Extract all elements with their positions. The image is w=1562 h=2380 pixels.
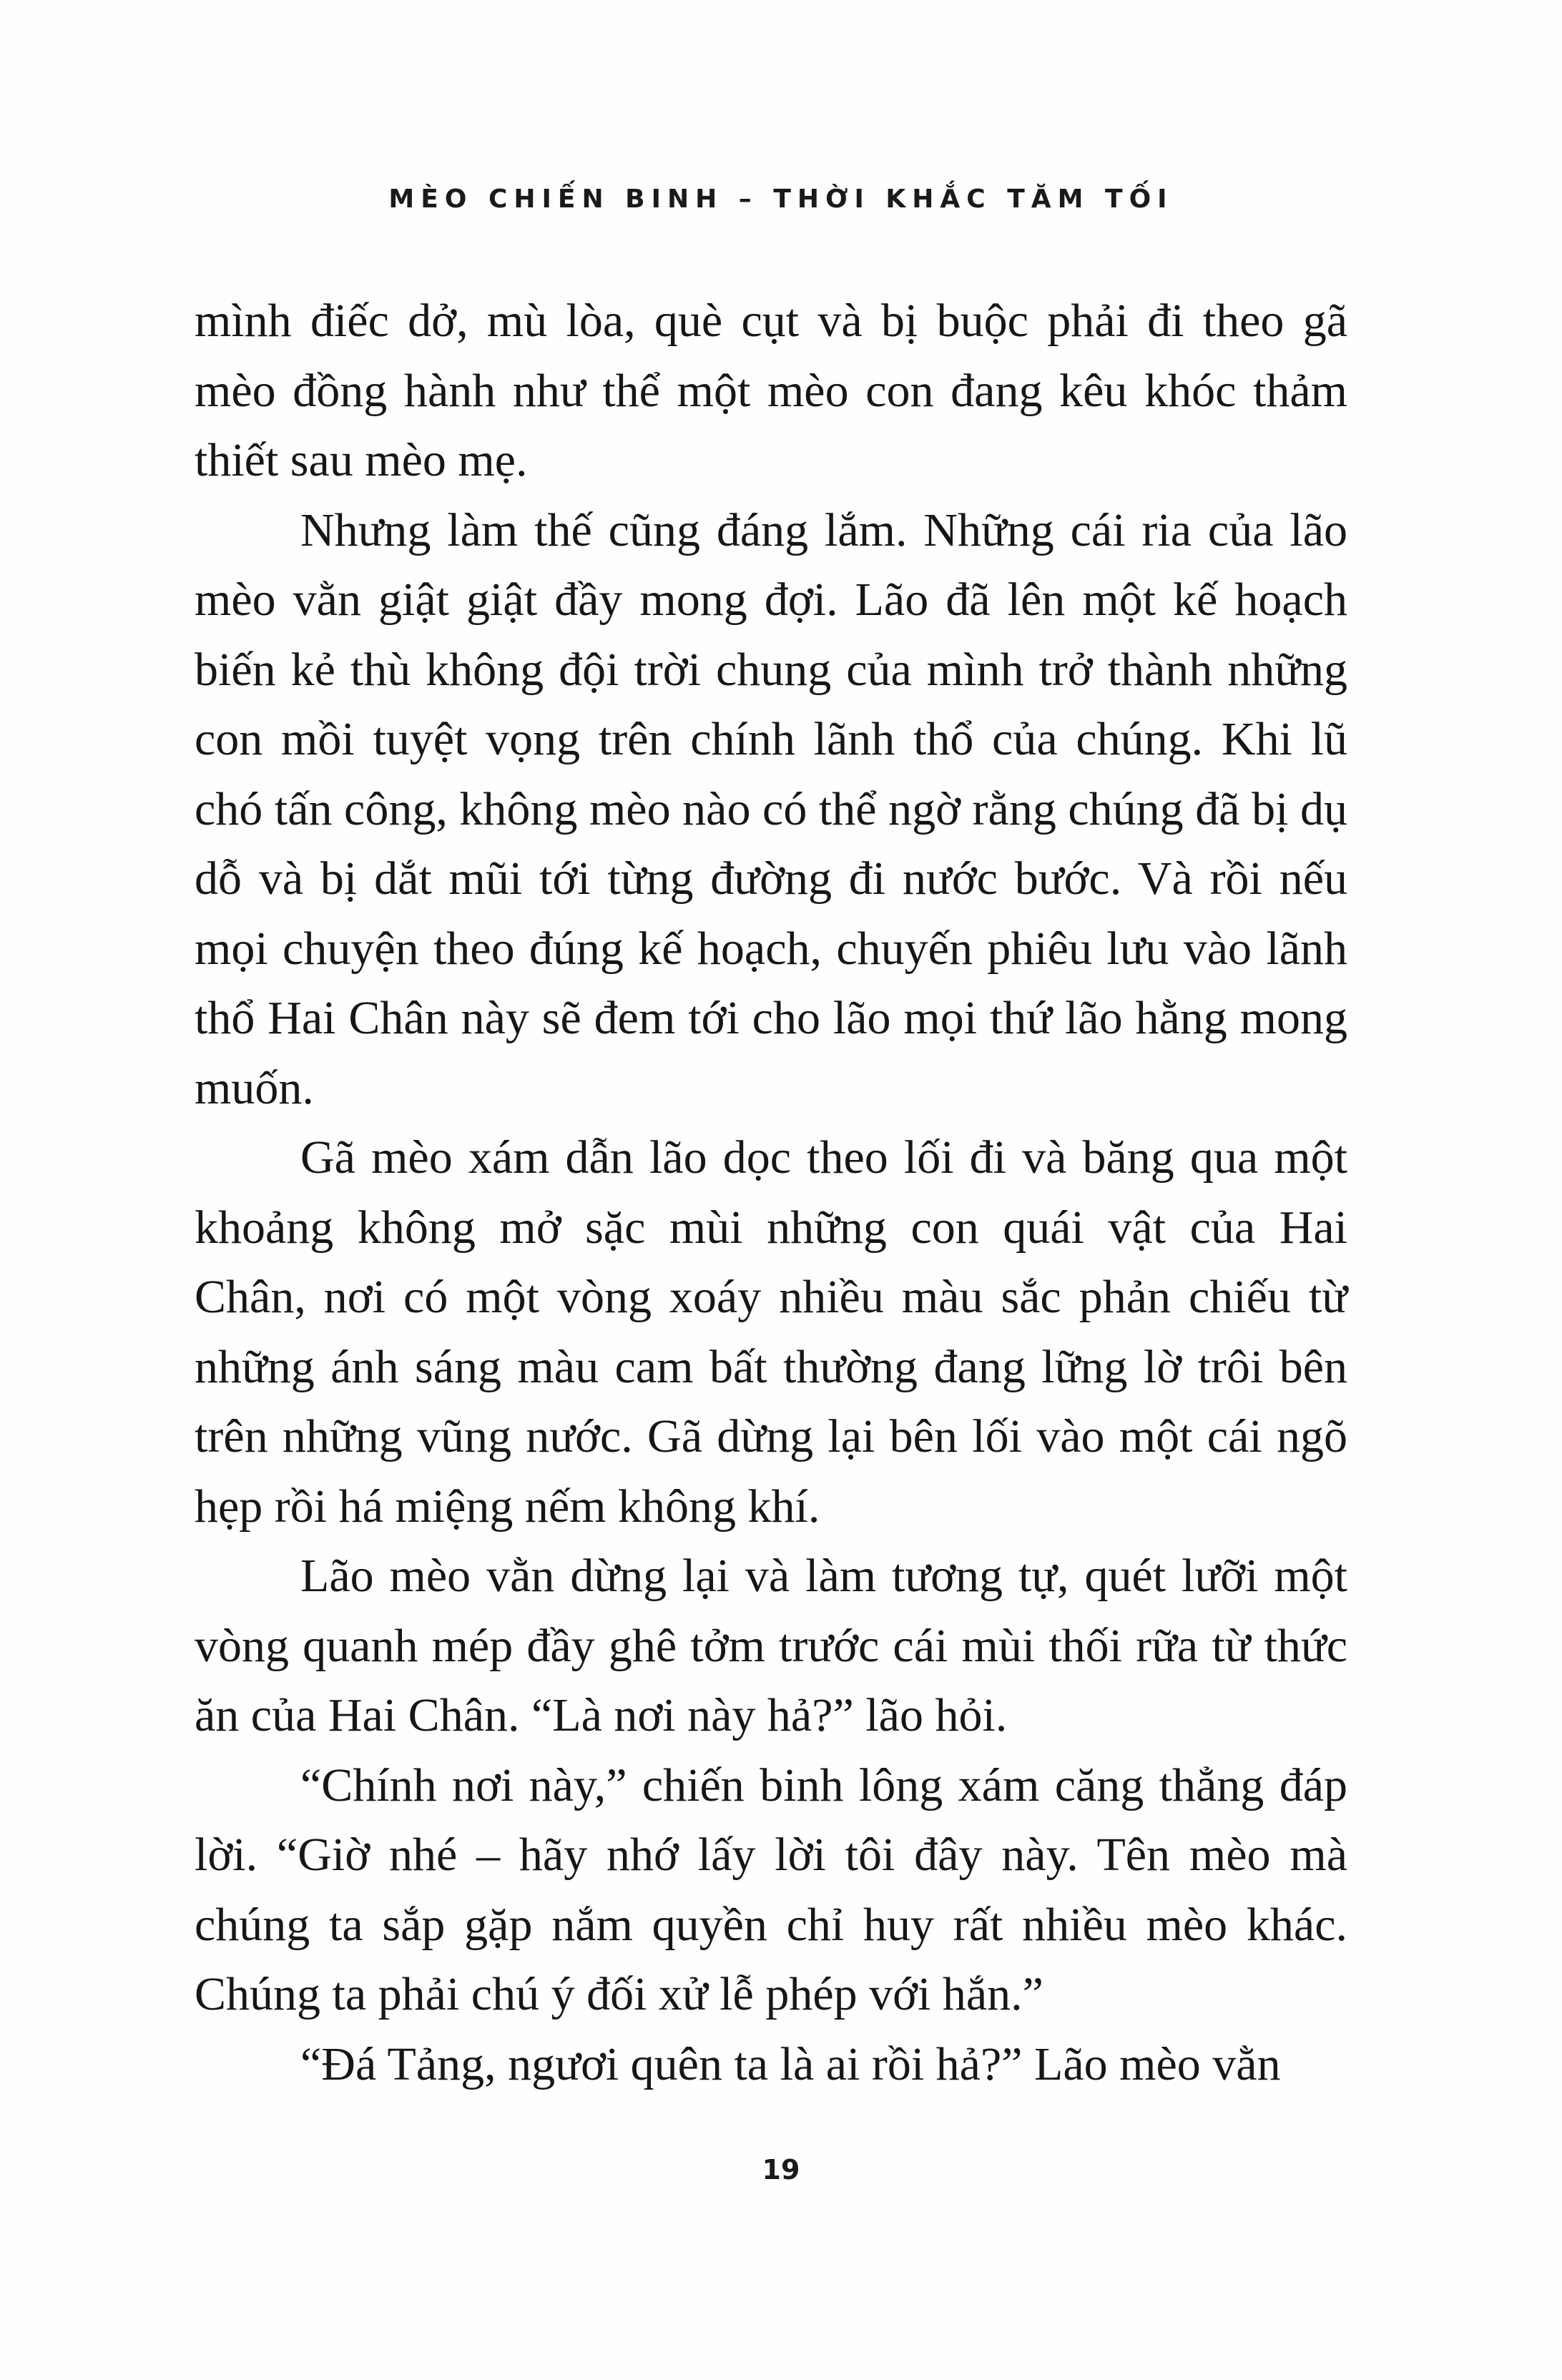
running-header: MÈO CHIẾN BINH – THỜI KHẮC TĂM TỐI (388, 185, 1174, 214)
paragraph-continued: mình điếc dở, mù lòa, què cụt và bị buộc phải đi theo gã mèo đồng hành như thể một mèo con đang kêu khóc thảm thiết sau mèo mẹ. (195, 295, 1347, 486)
page-number: 19 (762, 2154, 800, 2185)
paragraph: “Đá Tảng, ngươi quên ta là ai rồi hả?” Lão mèo vằn (300, 2037, 1281, 2090)
paragraph: Lão mèo vằn dừng lại và làm tương tự, quét lưỡi một vòng quanh mép đầy ghê tởm trước cái mùi thối rữa từ thức ăn của Hai Chân. “Là nơi này hả?” lão hỏi. (195, 1550, 1347, 1741)
body-text (195, 286, 1347, 2099)
paragraph: Gã mèo xám dẫn lão dọc theo lối đi và băng qua một khoảng không mở sặc mùi những con quái vật của Hai Chân, nơi có một vòng xoáy nhiều màu sắc phản chiếu từ những ánh sáng màu cam bất thường đang lững lờ trôi bên trên những vũng nước. Gã dừng lại bên lối vào một cái ngõ hẹp rồi há miệng nếm không khí. (195, 1131, 1347, 1533)
paragraph: “Chính nơi này,” chiến binh lông xám căng thẳng đáp lời. “Giờ nhé – hãy nhớ lấy lời tôi đây này. Tên mèo mà chúng ta sắp gặp nắm quyền chỉ huy rất nhiều mèo khác. Chúng ta phải chú ý đối xử lễ phép với hắn.” (195, 1759, 1347, 2020)
paragraph: Nhưng làm thế cũng đáng lắm. Những cái ria của lão mèo vằn giật giật đầy mong đợi. Lão đã lên một kế hoạch biến kẻ thù không đội trời chung của mình trở thành những con mồi tuyệt vọng trên chính lãnh thổ của chúng. Khi lũ chó tấn công, không mèo nào có thể ngờ rằng chúng đã bị dụ dỗ và bị dắt mũi tới từng đường đi nước bước. Và rồi nếu mọi chuyện theo đúng kế hoạch, chuyến phiêu lưu vào lãnh thổ Hai Chân này sẽ đem tới cho lão mọi thứ lão hằng mong muốn. (195, 503, 1347, 1114)
